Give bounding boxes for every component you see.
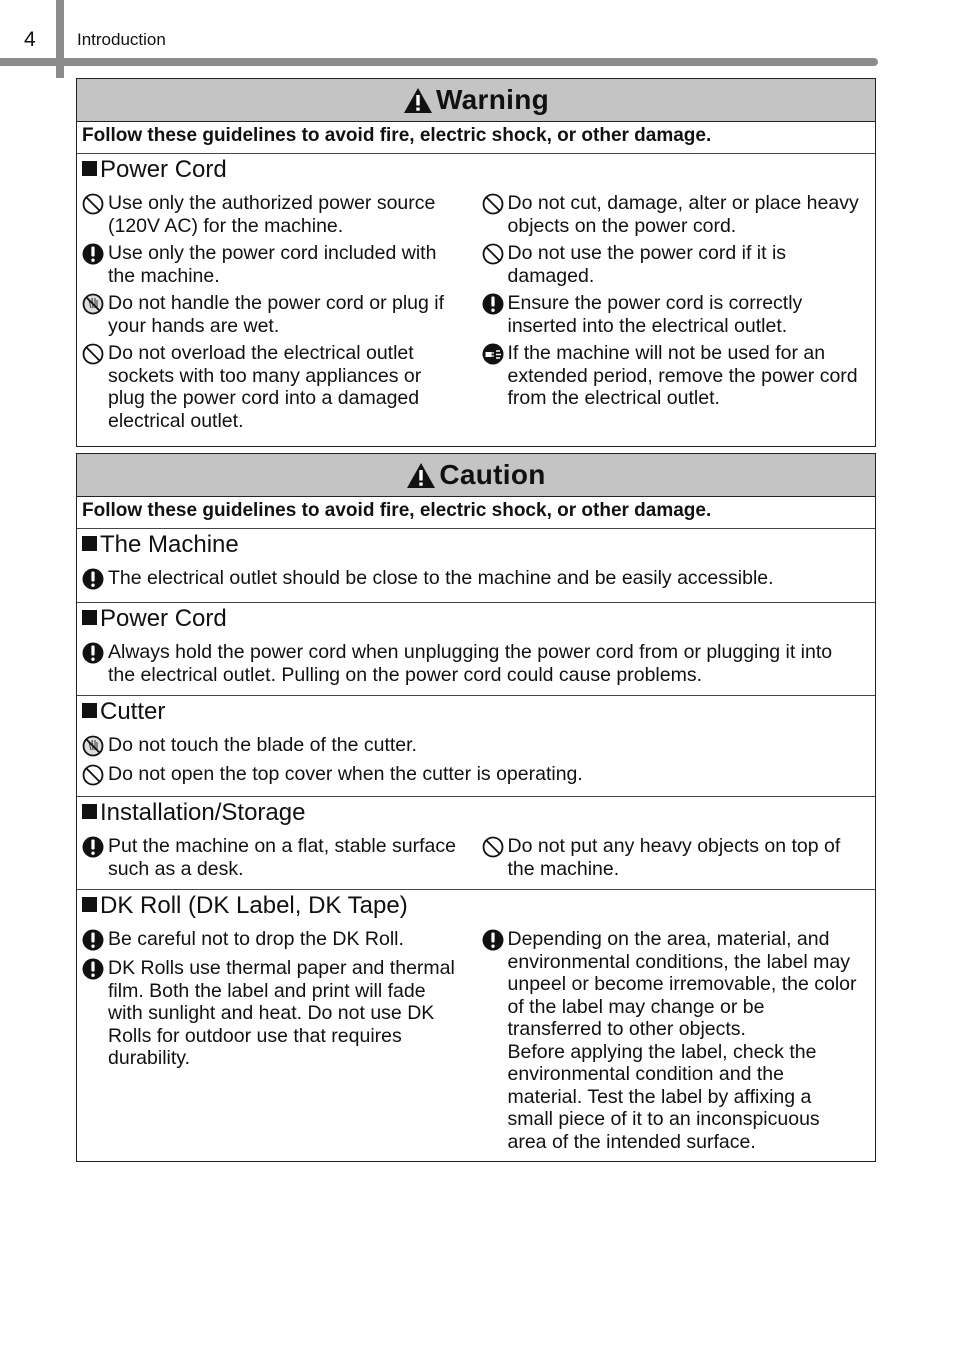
caution-box [76, 453, 876, 1162]
list-item: Ensure the power cord is correctly inserted into the electrical outlet. [482, 292, 871, 337]
no-touch-icon [82, 734, 108, 758]
caution-installation-left-column [82, 835, 471, 885]
mandatory-icon [482, 928, 508, 952]
caution-power-cord-title: Power Cord [82, 603, 870, 634]
warning-power-cord-right-column [471, 192, 871, 437]
caution-guideline: Follow these guidelines to avoid fire, electric shock, or other damage. [77, 497, 875, 529]
list-item: DK Rolls use thermal paper and thermal film. Both the label and print will fade with sunlight and heat. Do not use DK Rolls for outdoor use that requires durability. [82, 957, 471, 1070]
warning-power-cord-left-column [82, 192, 471, 437]
prohibited-icon [82, 192, 108, 216]
mandatory-icon [82, 928, 108, 952]
header-vertical-bar [56, 0, 64, 78]
warning-triangle-icon [406, 462, 436, 489]
mandatory-icon [82, 242, 108, 266]
warning-guideline: Follow these guidelines to avoid fire, electric shock, or other damage. [77, 122, 875, 154]
prohibited-icon [482, 835, 508, 859]
caution-dk-roll-left-column [82, 928, 471, 1158]
prohibited-icon [82, 342, 108, 366]
list-item: Depending on the area, material, and environmental conditions, the label may unpeel or become irremovable, the color of the label may change or be transferred to other objects. Before applying the label, check the environmental condition and the material. Test the label by affixing a small piece of it to an inconspicuous area of the intended surface. [482, 928, 871, 1153]
mandatory-icon [82, 835, 108, 859]
caution-header [77, 454, 875, 497]
caution-installation-title: Installation/Storage [82, 797, 870, 828]
bullet-square [82, 161, 97, 176]
section-title: Introduction [77, 30, 166, 49]
list-item: Put the machine on a flat, stable surface such as a desk. [82, 835, 471, 880]
mandatory-icon [82, 641, 108, 665]
list-item: Use only the power cord included with the machine. [82, 242, 471, 287]
list-item: Do not handle the power cord or plug if your hands are wet. [82, 292, 471, 337]
list-item: Do not overload the electrical outlet sockets with too many appliances or plug the power cord into a damaged electrical outlet. [82, 342, 471, 432]
caution-installation-section [77, 797, 875, 890]
list-item: Do not open the top cover when the cutter is operating. [82, 763, 870, 787]
unplug-icon [482, 342, 508, 366]
page-number: 4 [24, 28, 36, 51]
caution-dk-roll-section [77, 890, 875, 1161]
warning-triangle-icon [403, 87, 433, 114]
list-item: Do not put any heavy objects on top of the machine. [482, 835, 871, 880]
caution-title: Caution [439, 459, 546, 490]
wet-hands-prohibited-icon [82, 292, 108, 316]
list-item: Do not cut, damage, alter or place heavy objects on the power cord. [482, 192, 871, 237]
warning-power-cord-title: Power Cord [82, 154, 870, 185]
caution-installation-right-column [471, 835, 871, 885]
warning-title: Warning [435, 84, 550, 115]
prohibited-icon [482, 192, 508, 216]
caution-dk-roll-right-column [471, 928, 871, 1158]
mandatory-icon [82, 957, 108, 981]
caution-machine-section [77, 529, 875, 603]
header-horizontal-bar [0, 58, 878, 66]
prohibited-icon [482, 242, 508, 266]
bullet-square [82, 610, 97, 625]
warning-header [77, 79, 875, 122]
list-item: Use only the authorized power source (120V AC) for the machine. [82, 192, 471, 237]
list-item: Always hold the power cord when unplugging the power cord from or plugging it into the electrical outlet. Pulling on the power cord could cause problems. [82, 641, 870, 686]
warning-box [76, 78, 876, 447]
caution-machine-title: The Machine [82, 529, 870, 560]
prohibited-icon [82, 763, 108, 787]
list-item: Do not touch the blade of the cutter. [82, 734, 870, 758]
list-item: Be careful not to drop the DK Roll. [82, 928, 471, 952]
mandatory-icon [482, 292, 508, 316]
list-item: If the machine will not be used for an extended period, remove the power cord from the electrical outlet. [482, 342, 871, 410]
list-item: The electrical outlet should be close to the machine and be easily accessible. [82, 567, 870, 591]
warning-power-cord-section [77, 154, 875, 446]
bullet-square [82, 703, 97, 718]
bullet-square [82, 536, 97, 551]
bullet-square [82, 804, 97, 819]
caution-cutter-section [77, 696, 875, 797]
bullet-square [82, 897, 97, 912]
list-item: Do not use the power cord if it is damaged. [482, 242, 871, 287]
mandatory-icon [82, 567, 108, 591]
caution-dk-roll-title: DK Roll (DK Label, DK Tape) [82, 890, 870, 921]
caution-power-cord-section [77, 603, 875, 696]
caution-cutter-title: Cutter [82, 696, 870, 727]
